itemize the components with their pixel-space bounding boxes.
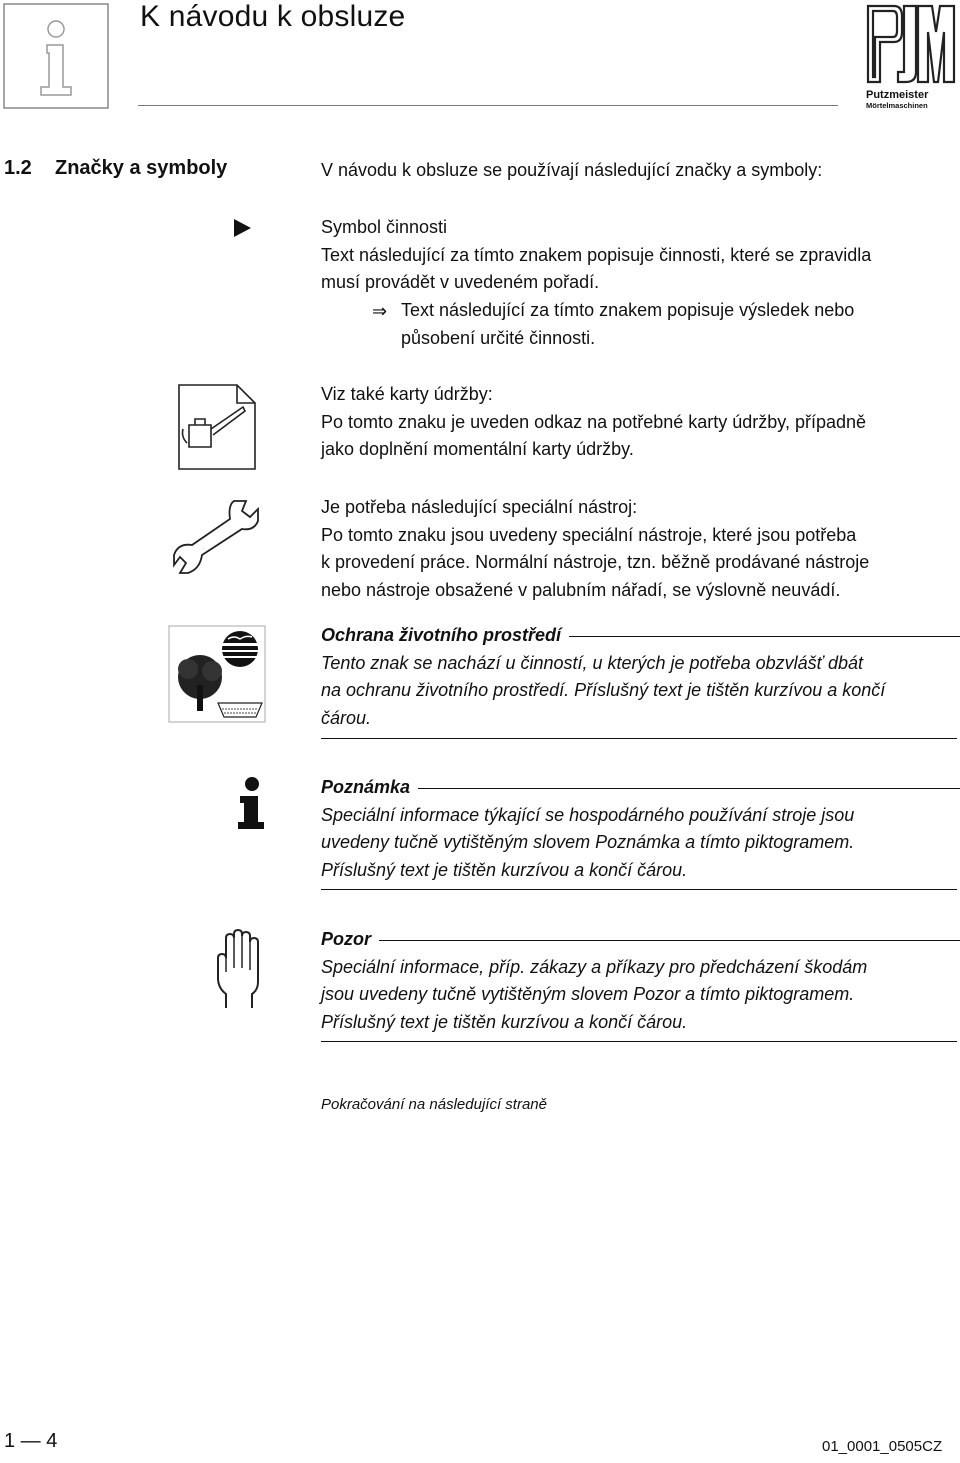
continuation-note: Pokračování na následující straně — [321, 1096, 547, 1113]
activity-line: musí provádět v uvedeném pořadí. — [321, 272, 600, 292]
section-title: Značky a symboly — [55, 157, 228, 179]
caution-line: jsou uvedeny tučně vytištěným slovem Pozor a tímto piktogramem. — [321, 984, 855, 1004]
document-code: 01_0001_0505CZ — [822, 1438, 943, 1455]
tool-line: Po tomto znaku jsou uvedeny speciální nástroje, které jsou potřeba — [321, 524, 857, 545]
environment-line: Tento znak se nachází u činností, u kterých je potřeba obzvlášť dbát — [321, 652, 864, 673]
logo-name: Putzmeister — [866, 89, 929, 101]
maintenance-block — [321, 381, 960, 464]
caution-end-rule — [321, 1041, 957, 1042]
info-box-icon — [3, 3, 109, 109]
note-rule — [418, 788, 960, 789]
result-arrow-icon: ⇒ — [372, 301, 388, 321]
caution-headline — [321, 926, 960, 954]
result-line: působení určité činnosti. — [401, 327, 596, 348]
header-rule — [138, 105, 838, 106]
activity-title: Symbol činnosti — [321, 217, 448, 237]
info-icon — [234, 776, 268, 830]
activity-block — [321, 214, 960, 297]
note-block — [321, 774, 960, 884]
result-line: Text následující za tímto znakem popisuje výsledek nebo — [401, 300, 855, 320]
environment-headline — [321, 622, 960, 650]
note-label: Poznámka — [321, 777, 411, 797]
caution-label: Pozor — [321, 929, 372, 949]
caution-line: Příslušný text je tištěn kurzívou a končí čárou. — [321, 1011, 688, 1032]
maintenance-card-icon — [177, 383, 257, 471]
caution-rule — [379, 940, 960, 941]
maintenance-line: Po tomto znaku je uveden odkaz na potřebné karty údržby, případně — [321, 411, 867, 432]
environment-icon — [168, 625, 266, 723]
maintenance-line: jako doplnění momentální karty údržby. — [321, 439, 634, 459]
tool-block — [321, 494, 960, 604]
hand-stop-icon — [214, 928, 266, 1010]
maintenance-line: Viz také karty údržby: — [321, 384, 493, 404]
wrench-icon — [172, 497, 260, 577]
caution-block — [321, 926, 960, 1036]
triangle-right-icon — [232, 218, 252, 238]
putzmeister-logo — [864, 2, 956, 110]
caution-line: Speciální informace, příp. zákazy a příkazy pro předcházení škodám — [321, 956, 868, 977]
environment-line: čárou. — [321, 707, 372, 728]
result-block — [401, 297, 960, 352]
environment-end-rule — [321, 738, 957, 739]
activity-line: Text následující za tímto znakem popisuje činnosti, které se zpravidla — [321, 244, 872, 265]
note-end-rule — [321, 889, 957, 890]
logo-sub: Mörtelmaschinen — [866, 101, 928, 110]
section-number: 1.2 — [4, 157, 32, 179]
tool-line: k provedení práce. Normální nástroje, tzn. běžně prodávané nástroje — [321, 552, 870, 572]
section-intro: V návodu k obsluze se používají následující značky a symboly: — [321, 160, 823, 180]
environment-label: Ochrana životního prostředí — [321, 625, 562, 645]
page-number: 1 — 4 — [4, 1430, 58, 1452]
environment-line: na ochranu životního prostředí. Příslušný text je tištěn kurzívou a končí — [321, 680, 886, 700]
page-title: K návodu k obsluze — [140, 0, 406, 33]
tool-line: Je potřeba následující speciální nástroj: — [321, 497, 638, 517]
environment-rule — [569, 636, 960, 637]
tool-line: nebo nástroje obsažené v palubním nářadí, se výslovně neuvádí. — [321, 579, 841, 600]
note-line: uvedeny tučně vytištěným slovem Poznámka a tímto piktogramem. — [321, 832, 855, 852]
environment-block — [321, 622, 960, 732]
note-line: Speciální informace týkající se hospodárného používání stroje jsou — [321, 804, 855, 825]
note-headline — [321, 774, 960, 802]
note-line: Příslušný text je tištěn kurzívou a končí čárou. — [321, 859, 688, 880]
